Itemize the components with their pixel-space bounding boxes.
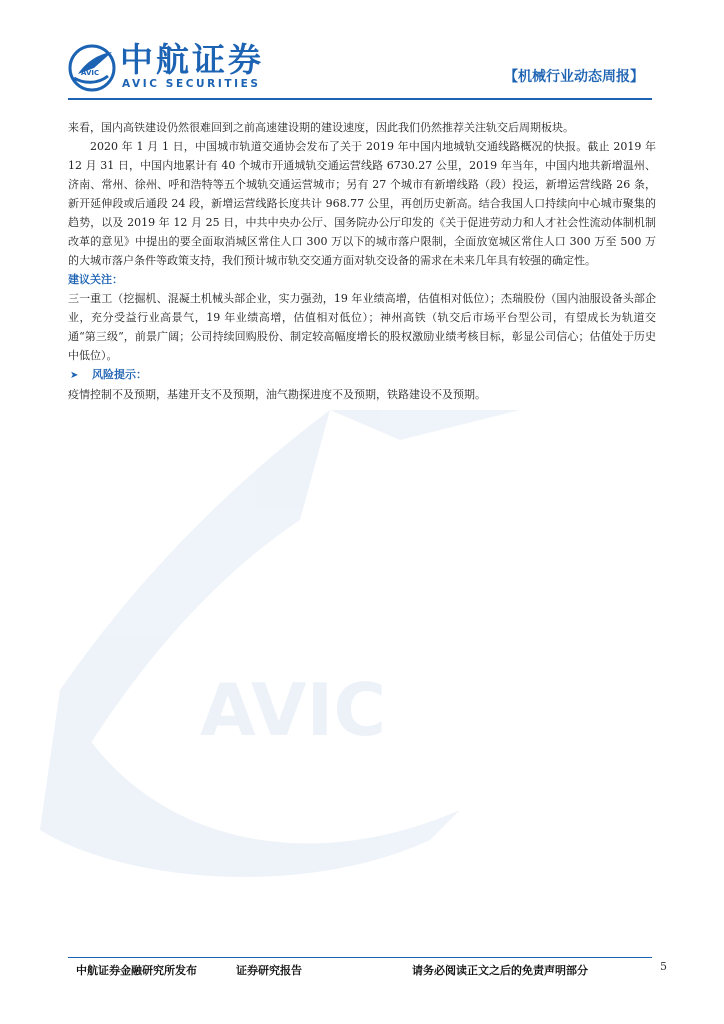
company-name-cn: 中航证券 [120, 40, 264, 79]
footer-report-type: 证券研究报告 [236, 964, 302, 977]
report-header [68, 38, 652, 96]
risk-heading: 风险提示： [92, 368, 147, 381]
watermark-text: AVIC [200, 668, 387, 752]
footer-publisher: 中航证券金融研究所发布 [76, 964, 197, 977]
risk-paragraph: 疫情控制不及预期，基建开支不及预期，油气勘探进度不及预期，铁路建设不及预期。 [68, 388, 486, 401]
arrow-bullet-icon: ➤ [70, 370, 79, 381]
watermark-wing-top [330, 410, 520, 440]
report-body [68, 118, 656, 404]
paragraph-rail-outlook: 来看，国内高铁建设仍然很难回到之前高速建设期的建设速度，因此我们仍然推荐关注轨交后周期板块。 [68, 121, 574, 134]
watermark-wing-left [40, 410, 330, 830]
risk-heading-line [68, 365, 656, 385]
report-type-label: 【机械行业动态周报】 [504, 69, 644, 85]
suggest-paragraph: 三一重工（挖掘机、混凝土机械头部企业，实力强劲，19 年业绩高增，估值相对低位）；杰瑞股份（国内油服设备头部企业，充分受益行业高景气，19 年业绩高增，估值相对低位）；神州高铁（轨交后市场平台型公司，有望成长为轨道交通“第三级”，前景广阔；公司持续回购股份、制定较高幅度增长的股权激励业绩考核目标，彰显公司信心；估值处于历史中低位）。 [68, 292, 656, 362]
company-name-en: AVIC SECURITIES [122, 78, 261, 90]
footer-divider [68, 957, 652, 958]
paragraph-urban-rail: 2020 年 1 月 1 日，中国城市轨道交通协会发布了关于 2019 年中国内地城轨交通线路概况的快报。截止 2019 年 12 月 31 日，中国内地累计有 40 个城市开通城轨交通运营线路 6730.27 公里，2019 年当年，中国内地共新增温州、济南、常州、徐州、呼和浩特等五个城轨交通运营城市；另有 27 个城市有新增线路（段）投运，新增运营线路 26 条，新开延伸段或后通段 24 段，新增运营线路长度共计 968.77 公里，再创历史新高。结合我国人口持续向中心城市聚集的趋势，以及 2019 年 12 月 25 日，中共中央办公厅、国务院办公厅印发的《关于促进劳动力和人才社会性流动体制机制改革的意见》中提出的要全面取消城区常住人口 300 万以下的城市落户限制，全面放宽城区常住人口 300 万至 500 万的大城市落户条件等政策支持，我们预计城市轨交交通方面对轨交设备的需求在未来几年具有较强的确定性。 [68, 140, 656, 267]
page-number: 5 [660, 960, 667, 973]
avic-logo-icon [68, 44, 116, 92]
watermark-swoosh [40, 690, 460, 877]
suggest-heading: 建议关注： [68, 273, 123, 286]
logo-badge-text: AVIC [81, 69, 100, 77]
footer-disclaimer: 请务必阅读正文之后的免责声明部分 [412, 964, 588, 977]
header-divider [68, 98, 652, 100]
